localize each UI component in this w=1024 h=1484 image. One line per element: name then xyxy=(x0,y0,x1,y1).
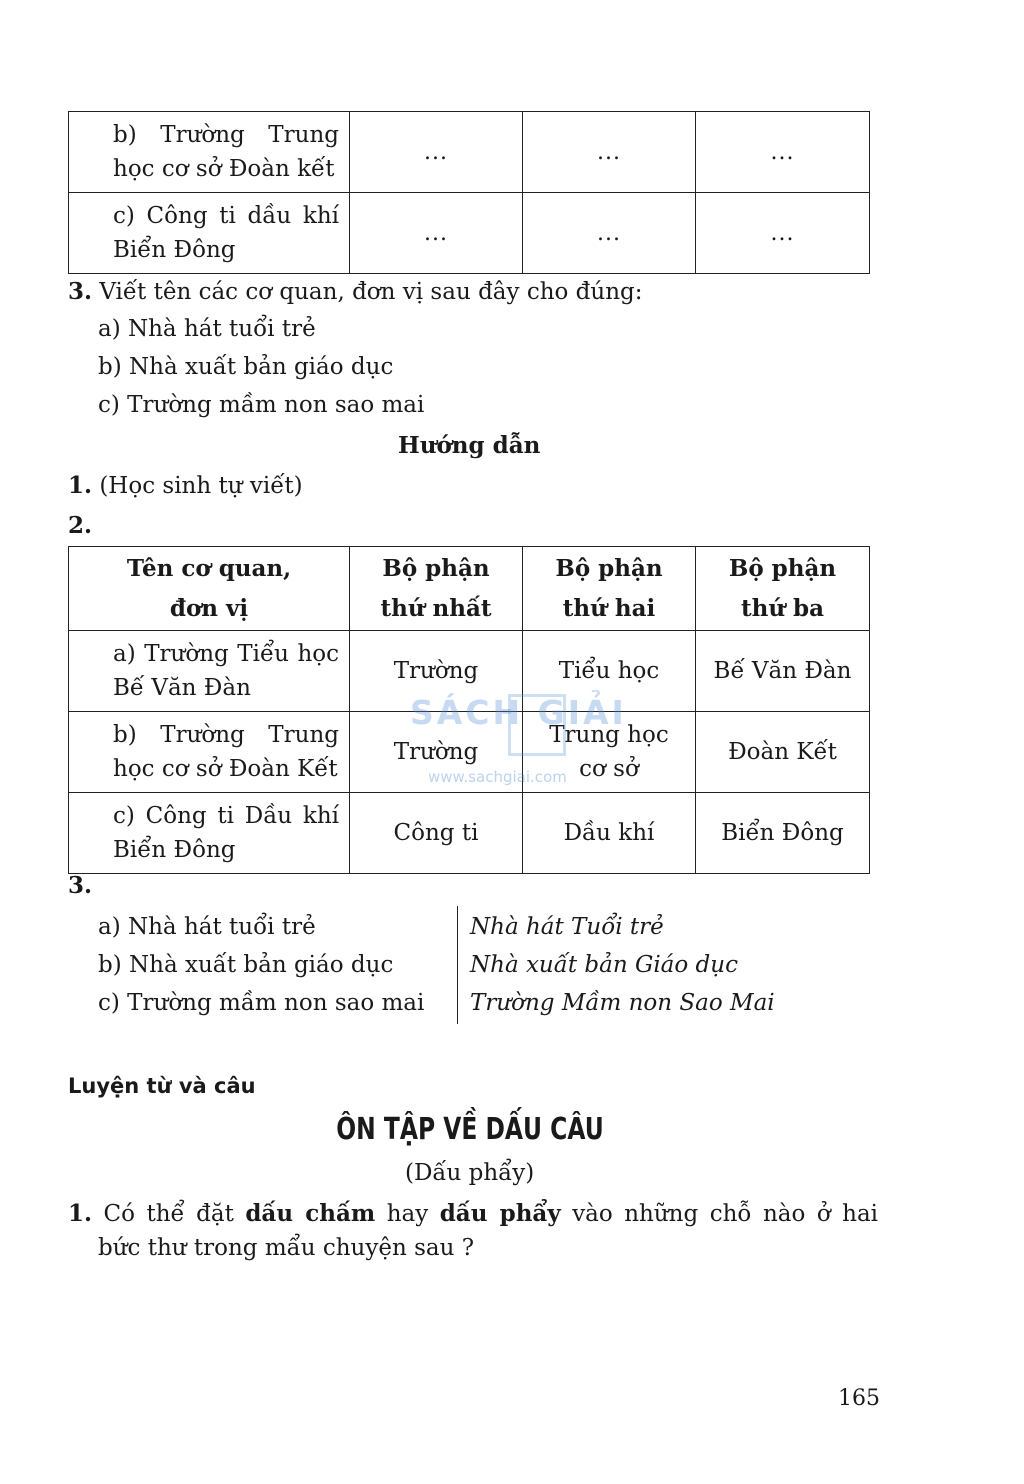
exercise-3-prompt: 3. Viết tên các cơ quan, đơn vị sau đây cho đúng: xyxy=(68,278,643,305)
blank-cell: ... xyxy=(523,193,696,274)
row-label: c) Công ti dầu khí Biển Đông xyxy=(69,193,350,274)
list-item: b) Nhà xuất bản giáo dục xyxy=(98,354,394,380)
lesson-subtitle: (Dấu phẩy) xyxy=(405,1160,535,1186)
column-header: Tên cơ quan, đơn vị xyxy=(69,547,350,631)
answer-3-left: b) Nhà xuất bản giáo dục xyxy=(98,952,394,978)
row-label: c) Công ti Dầu khí Biển Đông xyxy=(69,793,350,874)
column-header: Bộ phận thứ ba xyxy=(696,547,870,631)
row-label: b) Trường Trung học cơ sở Đoàn kết xyxy=(69,112,350,193)
table-cell: Trung học cơ sở xyxy=(523,712,696,793)
answer-3-number: 3. xyxy=(68,872,93,899)
table-cell: Dầu khí xyxy=(523,793,696,874)
table-row xyxy=(69,112,870,193)
list-item: a) Nhà hát tuổi trẻ xyxy=(98,316,316,342)
row-label: b) Trường Trung học cơ sở Đoàn Kết xyxy=(69,712,350,793)
guide-heading: Hướng dẫn xyxy=(398,432,541,459)
answer-3-right: Nhà xuất bản Giáo dục xyxy=(470,952,738,978)
page-number: 165 xyxy=(838,1386,880,1411)
table-cell: Tiểu học xyxy=(523,631,696,712)
row-label: a) Trường Tiểu học Bế Văn Đàn xyxy=(69,631,350,712)
blank-cell: ... xyxy=(350,112,523,193)
answer-1: 1. (Học sinh tự viết) xyxy=(68,472,303,499)
divider xyxy=(457,906,458,1024)
table-cell: Đoàn Kết xyxy=(696,712,870,793)
list-item: c) Trường mầm non sao mai xyxy=(98,392,425,418)
section-label: Luyện từ và câu xyxy=(68,1074,256,1098)
answer-3-left: c) Trường mầm non sao mai xyxy=(98,990,425,1016)
blank-cell: ... xyxy=(696,193,870,274)
table-header-row xyxy=(69,547,870,631)
column-header: Bộ phận thứ nhất xyxy=(350,547,523,631)
answer-3-left: a) Nhà hát tuổi trẻ xyxy=(98,914,316,940)
watermark-logo: SÁCH GIẢI xyxy=(410,693,627,732)
blank-cell: ... xyxy=(350,193,523,274)
blank-cell: ... xyxy=(523,112,696,193)
top-table xyxy=(68,111,870,274)
lesson-title: ÔN TẬP VỀ DẤU CÂU xyxy=(336,1112,604,1147)
table-cell: Biển Đông xyxy=(696,793,870,874)
table-row xyxy=(69,193,870,274)
answer-2-number: 2. xyxy=(68,512,93,539)
column-header: Bộ phận thứ hai xyxy=(523,547,696,631)
table-cell: Trường xyxy=(350,631,523,712)
table-cell: Trường xyxy=(350,712,523,793)
watermark-url: www.sachgiai.com xyxy=(428,768,567,786)
table-cell: Công ti xyxy=(350,793,523,874)
answer-3-right: Trường Mầm non Sao Mai xyxy=(470,990,775,1016)
table-row xyxy=(69,793,870,874)
table-cell: Bế Văn Đàn xyxy=(696,631,870,712)
blank-cell: ... xyxy=(696,112,870,193)
answer-3-right: Nhà hát Tuổi trẻ xyxy=(470,914,664,940)
question-1: 1. Có thể đặt dấu chấm hay dấu phẩy vào những chỗ nào ở hai bức thư trong mẩu chuyện sau ? xyxy=(68,1200,879,1261)
